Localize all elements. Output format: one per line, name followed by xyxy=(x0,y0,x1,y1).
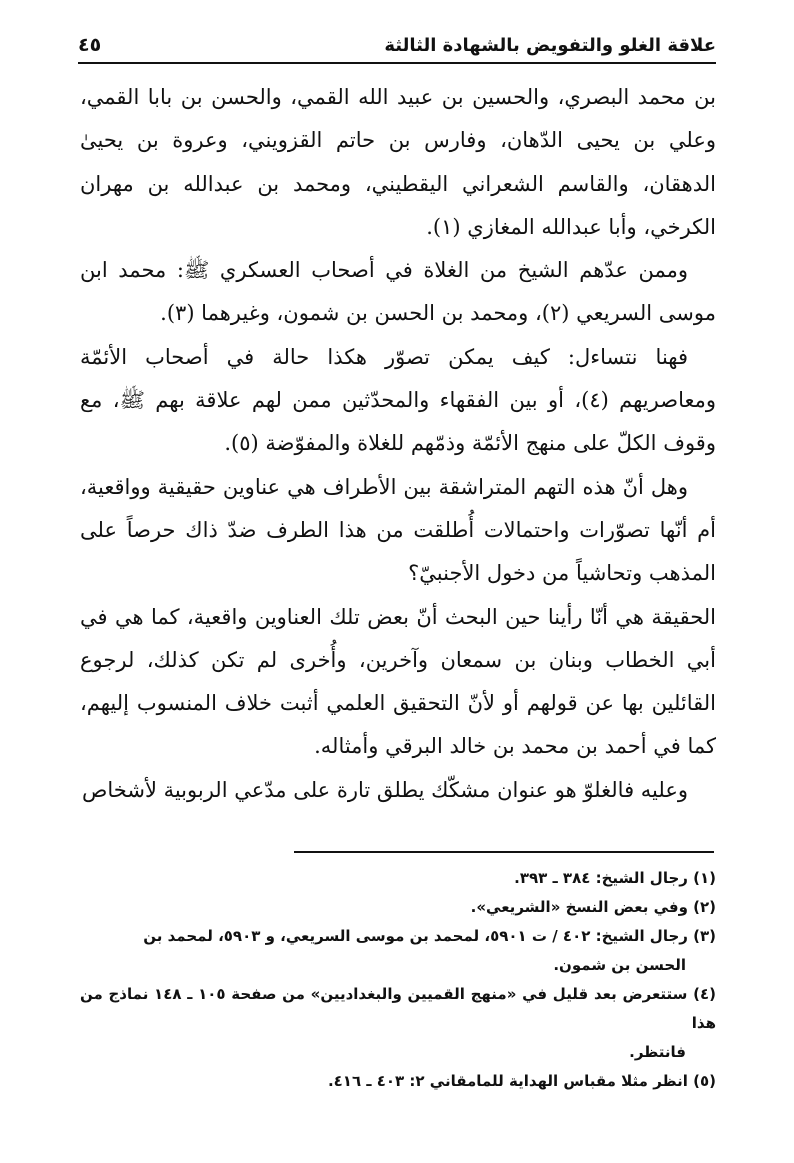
running-title: علاقة الغلو والتفويض بالشهادة الثالثة xyxy=(384,34,716,56)
footnote-separator xyxy=(294,851,714,853)
footnotes xyxy=(80,864,716,1096)
paragraph-2: وممن عدّهم الشيخ من الغلاة في أصحاب العسكري ﷺ: محمد ابن موسى السريعي (٢)، ومحمد بن الحسن بن شمون، وغيرهما (٣). xyxy=(80,258,716,326)
page-header xyxy=(78,28,716,64)
footnote-3-line-1: (٣) رجال الشيخ: ٤٠٢ / ت ٥٩٠١، لمحمد بن موسى السريعي، و ٥٩٠٣، لمحمد بن xyxy=(143,927,716,945)
footnote-3-line-2: الحسن بن شمون. xyxy=(553,956,686,974)
paragraph-1: بن محمد البصري، والحسين بن عبيد الله القمي، والحسن بن بابا القمي، وعلي بن يحيى الدّهان، وفارس بن حاتم القزويني، وعروة بن يحيىٰ الدهقان، والقاسم الشعراني اليقطيني، ومحمد بن عبدالله بن مهران الكرخي، وأبا عبدالله المغازي (١). xyxy=(80,85,716,239)
paragraph-4: وهل أنّ هذه التهم المتراشقة بين الأطراف هي عناوين حقيقية وواقعية، أم أنّها تصوّرات واحتمالات أُطلقت من هذا الطرف ضدّ ذاك حرصاً على المذهب وتحاشياً من دخول الأجنبيّ؟ xyxy=(80,474,716,586)
paragraph-5: الحقيقة هي أنّا رأينا حين البحث أنّ بعض تلك العناوين واقعية، كما هي في أبي الخطاب وبنان بن سمعان وآخرين، وأُخرى لم تكن كذلك، لرجوع القائلين بها عن قولهم أو لأنّ التحقيق العلمي أثبت خلاف المنسوب إليهم، كما في أحمد بن محمد بن خالد البرقي وأمثاله. xyxy=(80,604,716,759)
main-text xyxy=(80,76,716,812)
page-number: ٤٥ xyxy=(78,34,102,56)
footnote-1: (١) رجال الشيخ: ٣٨٤ ـ ٣٩٣. xyxy=(514,869,716,887)
footnote-4-line-2: فانتظر. xyxy=(629,1043,686,1061)
footnote-4-line-1: (٤) ستتعرض بعد قليل في «منهج القميين والبغداديين» من صفحة ١٠٥ ـ ١٤٨ نماذج من هذا xyxy=(80,985,716,1032)
paragraph-3: فهنا نتساءل: كيف يمكن تصوّر هكذا حالة في أصحاب الأئمّة ومعاصريهم (٤)، أو بين الفقهاء والمحدّثين ممن لهم علاقة بهم ﷺ، مع وقوف الكلّ على منهج الأئمّة وذمّهم للغلاة والمفوّضة (٥). xyxy=(80,344,716,456)
footnote-4 xyxy=(80,980,716,1067)
footnote-5: (٥) انظر مثلا مقباس الهداية للمامقاني ٢: ٤٠٣ ـ ٤١٦. xyxy=(327,1072,716,1090)
footnote-2: (٢) وفي بعض النسخ «الشريعي». xyxy=(470,898,716,916)
paragraph-6: وعليه فالغلوّ هو عنوان مشكّك يطلق تارة على مدّعي الربوبية لأشخاص xyxy=(82,777,688,802)
footnote-3 xyxy=(80,922,716,980)
